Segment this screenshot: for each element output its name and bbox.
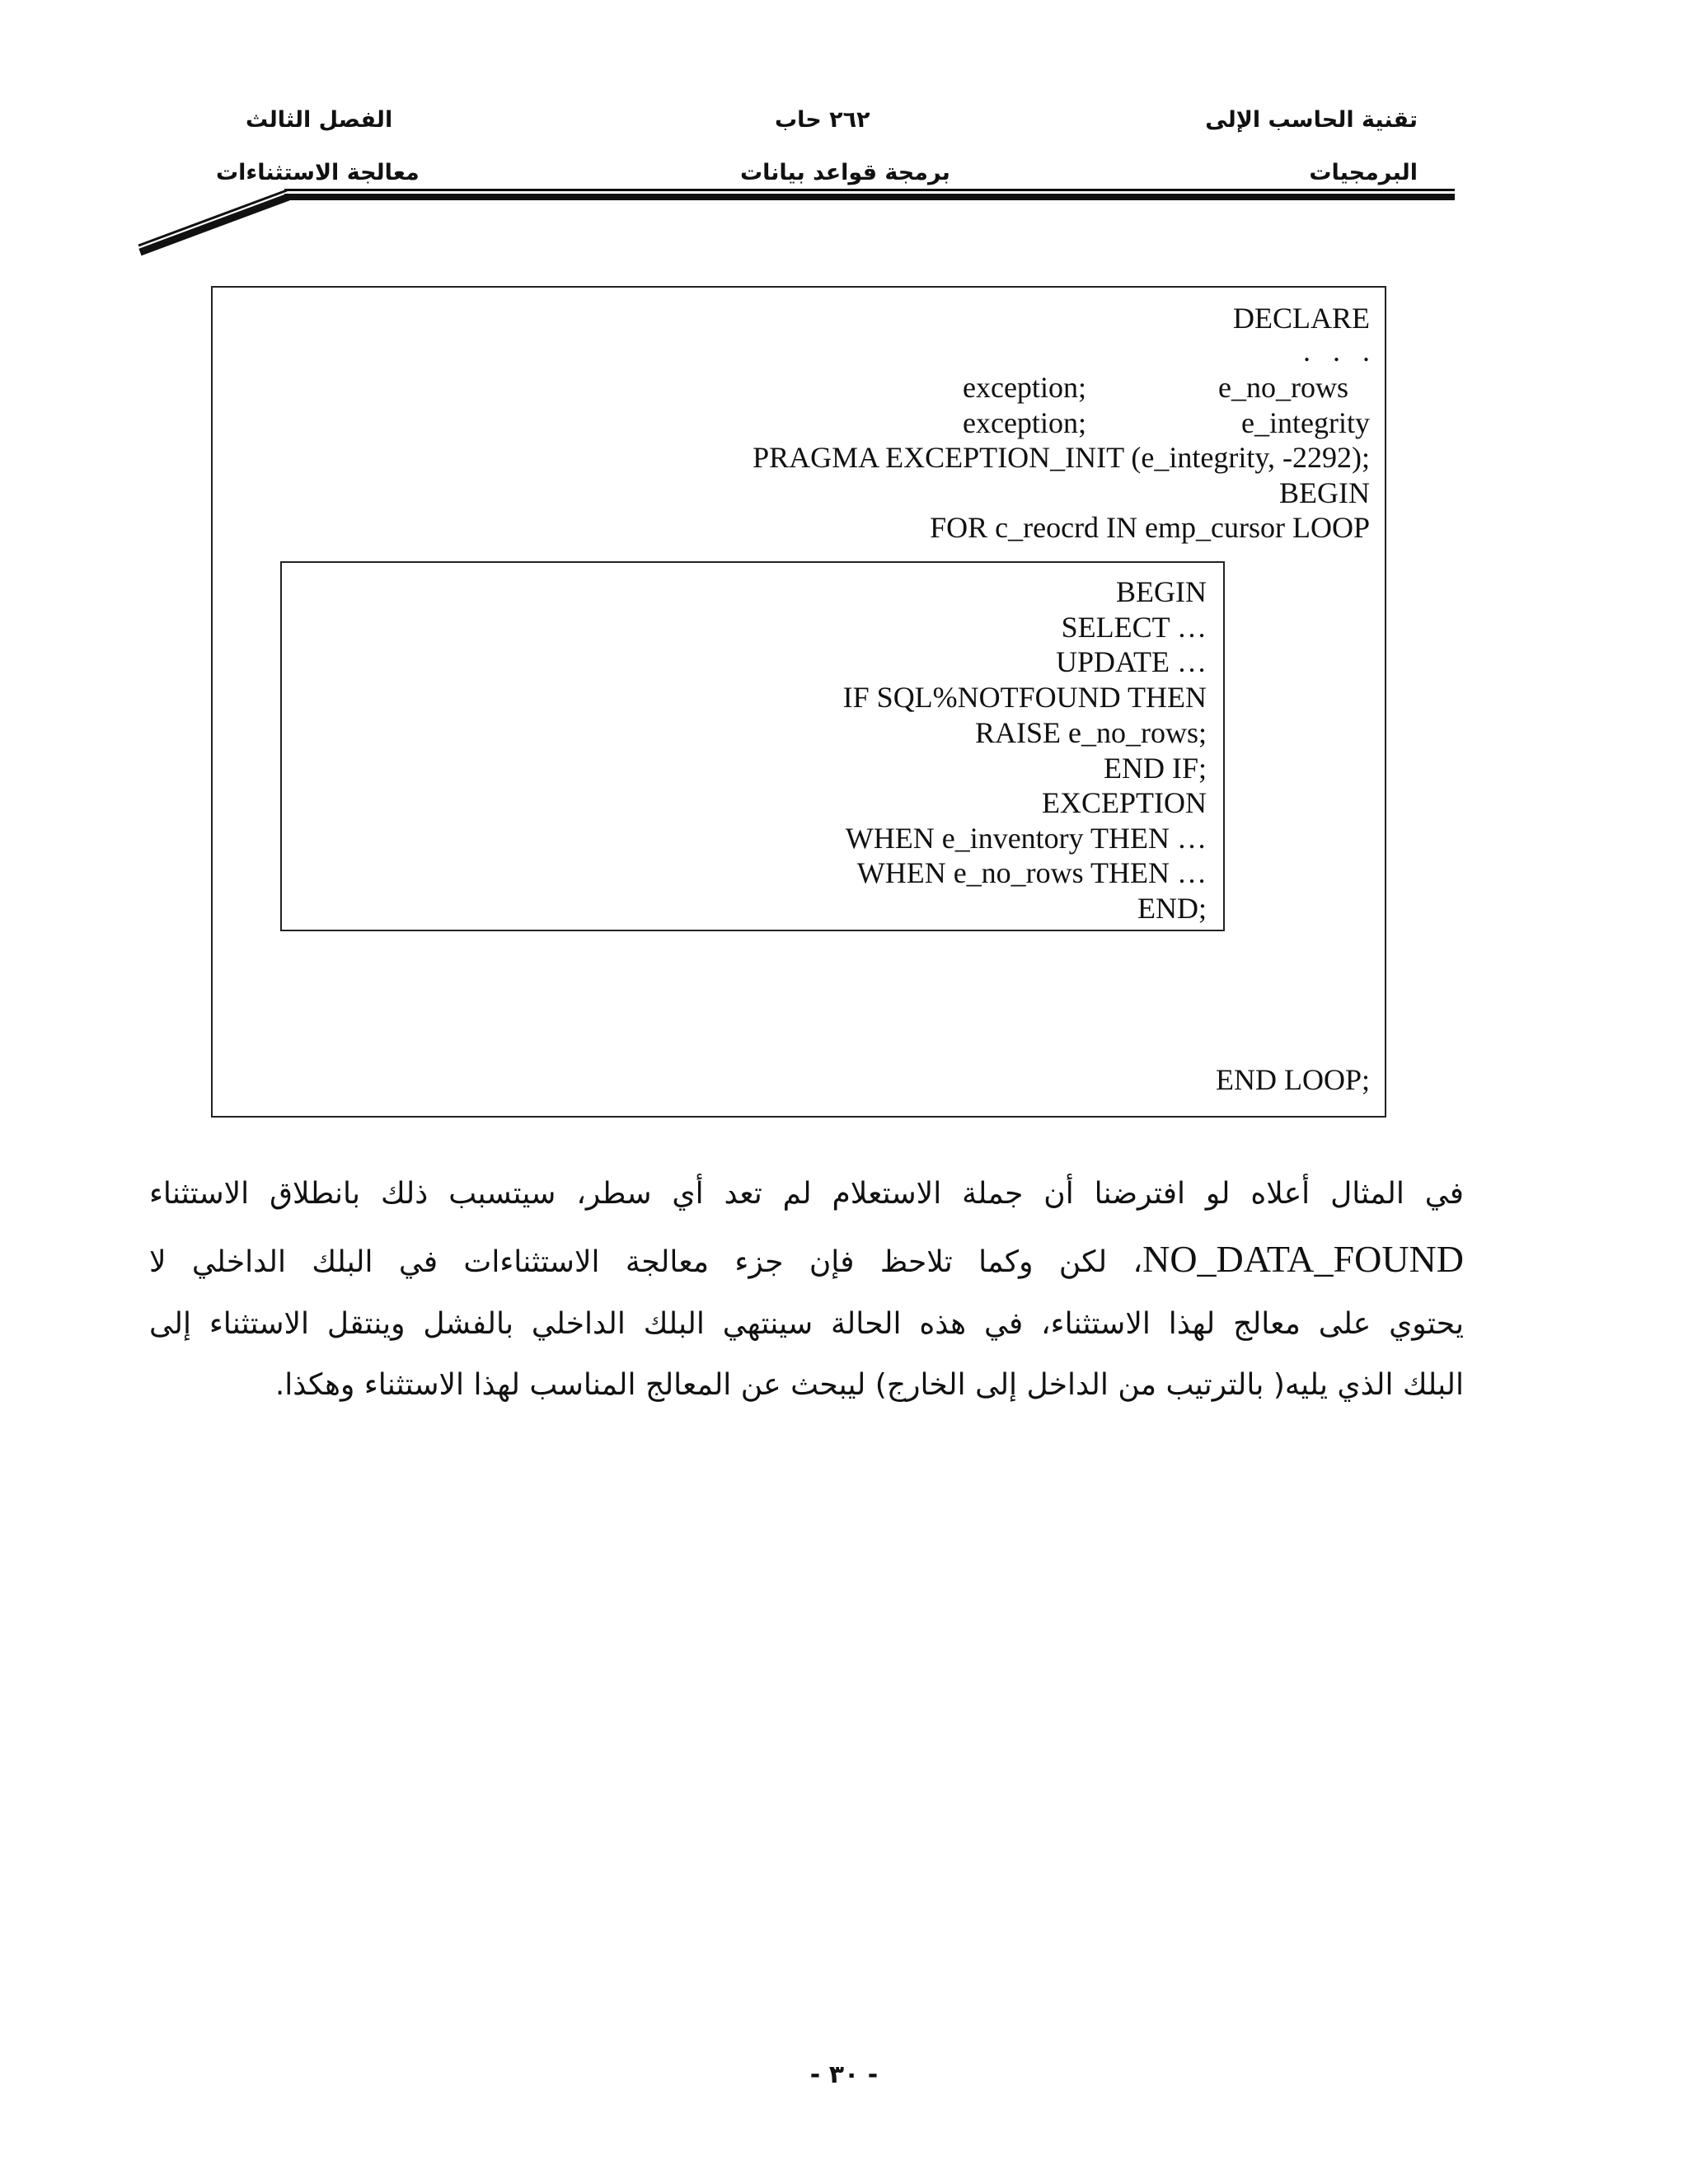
code-pragma: PRAGMA EXCEPTION_INIT (e_integrity, -2292); <box>753 441 1370 474</box>
code-decl-type-1: exception; <box>963 371 1086 404</box>
header-department: تقنية الحاسب الإلى <box>1205 107 1418 133</box>
code-inner-line: WHEN e_no_rows THEN … <box>856 856 1207 889</box>
paragraph-line-3 <box>149 1307 1464 1341</box>
code-inner-line: EXCEPTION <box>1042 786 1207 819</box>
code-inner-line: END; <box>1137 892 1207 925</box>
header-course-title: برمجة قواعد بيانات <box>740 160 950 185</box>
code-inner-line: UPDATE … <box>1055 645 1207 678</box>
header-major: البرمجيات <box>1309 160 1418 185</box>
code-inner-line: BEGIN <box>1116 575 1207 608</box>
code-decl-type-2: exception; <box>963 406 1086 439</box>
header-rule-slant <box>0 0 1688 264</box>
code-end-loop: END LOOP; <box>1216 1063 1370 1096</box>
code-declare: DECLARE <box>1233 302 1370 335</box>
code-begin: BEGIN <box>1279 476 1370 509</box>
paragraph-line-3-text: يحتوي على معالج لهذا الاستثناء، في هذه الحالة سينتهي البلك الداخلي بالفشل وينتقل الاستثناء إلى <box>149 1307 1464 1341</box>
code-inner-line: WHEN e_inventory THEN … <box>845 822 1207 855</box>
paragraph-line-2-text: ، لكن وكما تلاحظ فإن جزء معالجة الاستثناءات في البلك الداخلي لا <box>149 1245 1143 1279</box>
paragraph-line-4 <box>149 1368 1464 1402</box>
paragraph-line-2 <box>149 1240 1464 1278</box>
paragraph-line-1-text: في المثال أعلاه لو افترضنا أن جملة الاستعلام لم تعد أي سطر، سيتسبب ذلك بانطلاق الاستثناء <box>149 1177 1464 1211</box>
header-chapter-title: معالجة الاستثناءات <box>216 160 420 185</box>
code-decl-name-2: e_integrity <box>1241 406 1370 439</box>
paragraph-line-1 <box>149 1179 1464 1209</box>
code-ellipsis: . . . <box>1303 335 1370 368</box>
code-inner-line: IF SQL%NOTFOUND THEN <box>842 681 1207 714</box>
code-inner-line: RAISE e_no_rows; <box>975 716 1207 749</box>
code-inner-line: END IF; <box>1104 752 1207 785</box>
page-number: - ٣٠ - <box>809 2060 879 2089</box>
code-for-loop: FOR c_reocrd IN emp_cursor LOOP <box>930 511 1370 544</box>
header-chapter: الفصل الثالث <box>246 107 393 133</box>
code-inner-line: SELECT … <box>1061 611 1207 644</box>
paragraph-line-4-text: البلك الذي يليه( بالترتيب من الداخل إلى الخارج) ليبحث عن المعالج المناسب لهذا الاستثناء وهكذا. <box>274 1368 1464 1402</box>
header-course-code: ٢٦٢ حاب <box>775 107 870 133</box>
code-decl-name-1: e_no_rows <box>1218 371 1348 404</box>
paragraph-code-term: NO_DATA_FOUND <box>1142 1238 1464 1280</box>
